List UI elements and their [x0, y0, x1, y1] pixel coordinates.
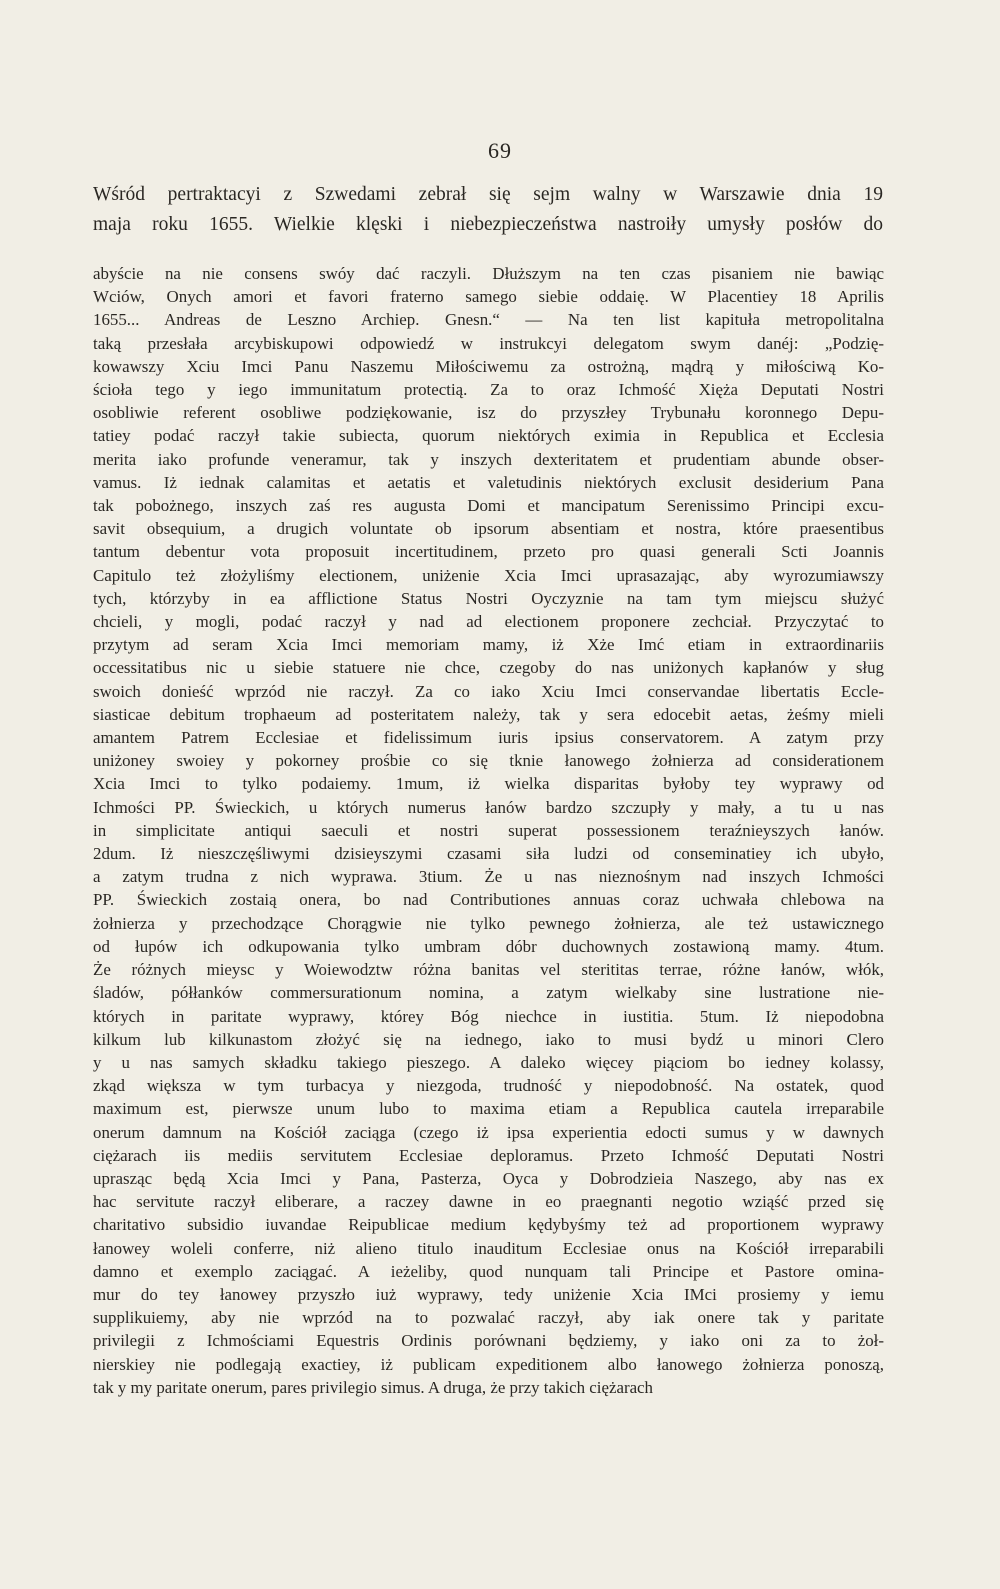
text-line: siasticae debitum trophaeum ad posteritatem należy, tak y sera edocebit aetas, żeśmy mieli: [93, 704, 884, 724]
text-line: abyście na nie consens swóy dać raczyli. Dłuższym na ten czas pisaniem nie bawiąc: [93, 264, 884, 283]
text-line: occessitatibus nic u siebie statuere nie chce, czegoby do nas uniżonych kapłanów y sług: [93, 658, 884, 678]
text-line: PP. Świeckich zostaią onera, bo nad Contributiones annuas coraz uchwała chlebowa na: [93, 890, 884, 910]
text-line: damno et exemplo zaciągać. A ieżeliby, quod nunquam tali Principe et Pastore omina-: [93, 1261, 884, 1281]
text-line: savit obsequium, a drugich voluntate ob ipsorum absentiam et nostra, które praesentibus: [93, 519, 884, 539]
text-line: chcieli, y mogli, podać raczył y nad ad electionem proponere zechciał. Przyczytać to: [93, 612, 884, 632]
text-line: maja roku 1655. Wielkie klęski i niebezpieczeństwa nastroiły umysły posłów do: [93, 214, 883, 235]
text-line: tych, którzyby in ea afflictione Status Nostri Oyczyznie na tam tym miejscu służyć: [93, 588, 884, 608]
text-line: Capitulo też złożyliśmy electionem, uniżenie Xcia Imci uprasazając, aby wyrozumiawszy: [93, 565, 884, 585]
text-line: od łupów ich odkupowania tylko umbram dóbr duchownych zostawioną mamy. 4tum.: [93, 936, 884, 956]
text-line: ścioła tego y iego immunitatum protectią. Za to oraz Ichmość Xięża Deputati Nostri: [93, 380, 884, 400]
intro-paragraph: [93, 180, 883, 240]
text-line: tatiey podać raczył takie subiecta, quorum niektórych eximia in Republica et Ecclesia: [93, 426, 884, 446]
text-line: merita iako profunde veneramur, tak y inszych dexteritatem et prudentiam abunde obser-: [93, 449, 884, 469]
text-line: mur do tey łanowey przyszło iuż wyprawy, tedy uniżenie Xcia IMci prosiemy y iemu: [93, 1284, 884, 1304]
text-line: vamus. Iż iednak calamitas et aetatis et valetudinis niektórych exclusit desiderium Pana: [93, 472, 884, 492]
text-line: kowawszy Xciu Imci Panu Naszemu Miłościwemu za ostrożną, mądrą y miłościwą Ko-: [93, 356, 884, 376]
text-line: supplikuiemy, aby nie wprzód na to pozwalać raczył, aby iak onere tak y paritate: [93, 1308, 884, 1328]
text-line: onerum damnum na Kościół zaciąga (czego iż ipsa experientia edocti sumus y w dawnych: [93, 1122, 884, 1142]
text-line: in simplicitate antiqui saeculi et nostri superat possessionem teraźnieyszych łanów.: [93, 820, 884, 840]
text-line: swoich donieść wprzód nie raczył. Za co iako Xciu Imci conservandae libertatis Eccle-: [93, 681, 884, 701]
text-line: śladów, półłanków commersurationum nomina, a zatym wielkaby sine lustratione nie-: [93, 983, 884, 1003]
text-line: tantum debentur vota proposuit incertitudinem, przeto pro quasi generali Scti Joannis: [93, 542, 884, 562]
text-line: uprasząc będą Xcia Imci y Pana, Pasterza, Oyca y Dobrodzieia Naszego, aby nas ex: [93, 1168, 884, 1188]
text-line: osobliwie referent osobliwe podziękowanie, isz do przyszłey Trybunału koronnego Depu-: [93, 403, 884, 423]
text-line: 2dum. Iż nieszczęśliwymi dzisieyszymi czasami siła ludzi od conseminatiey ich ubyło,: [93, 844, 884, 864]
text-line: żołnierza y przechodzące Chorągwie nie tylko pewnego żołnierza, ale też ustawicznego: [93, 913, 884, 933]
text-line: Xcia Imci to tylko podaiemy. 1mum, iż wielka disparitas byłoby tey wyprawy od: [93, 774, 884, 794]
text-line: których in paritate wyprawy, którey Bóg niechce in iustitia. 5tum. Iż niepodobna: [93, 1006, 884, 1026]
text-line: privilegii z Ichmościami Equestris Ordinis porównani będziemy, y iako oni za to żoł-: [93, 1331, 884, 1351]
text-line: charitativo subsidio iuvandae Reipublicae medium kędybyśmy też ad proportionem wyprawy: [93, 1215, 884, 1235]
text-line: tak y my paritate onerum, pares privilegio simus. A druga, że przy takich ciężarach: [93, 1377, 654, 1397]
text-line: uniżoney swoiey y pokorney prośbie co się tknie łanowego żołnierza ad considerationem: [93, 751, 884, 771]
text-line: 1655... Andreas de Leszno Archiep. Gnesn.“ — Na ten list kapituła metropolitalna: [93, 310, 884, 330]
text-line: hac servitute raczył eliberare, a raczey dawne in eo praegnanti negotio wziąść przed się: [93, 1192, 884, 1212]
text-line: amantem Patrem Ecclesiae et fidelissimum iuris ipsius conservatorem. A zatym przy: [93, 728, 884, 748]
text-line: nierskiey nie podlegają exactiey, iż publicam expeditionem albo łanowego żołnierza ponoszą,: [93, 1354, 884, 1374]
text-line: kilkum lub kilkunastom złożyć się na iednego, iako to musi bydź u minori Clero: [93, 1029, 884, 1049]
text-line: a zatym trudna z nich wyprawa. 3tium. Że u nas nieznośnym nad inszych Ichmości: [93, 867, 884, 887]
text-line: ciężarach iis mediis servitutem Ecclesiae deploramus. Przeto Ichmość Deputati Nostri: [93, 1145, 884, 1165]
text-line: maximum est, pierwsze unum lubo to maxima etiam a Republica cautela irreparabile: [93, 1099, 884, 1119]
page-number: 69: [488, 138, 512, 163]
text-line: Że różnych mieysc y Woiewodztw różna banitas vel sterititas terrae, różne łanów, włók,: [93, 960, 884, 980]
text-line: Ichmości PP. Świeckich, u których numerus łanów bardzo szczupły y mały, a tu u nas: [93, 797, 884, 817]
text-line: y u nas samych składku takiego pieszego. A daleko więcey piąciom bo iedney kolassy,: [93, 1052, 884, 1072]
text-line: taką przesłała arcybiskupowi odpowiedź w instrukcyi delegatom swym danéj: „Podzię-: [93, 333, 884, 353]
text-line: Wciów, Onych amori et favori fraterno samego siebie oddaię. W Placentiey 18 Aprilis: [93, 287, 884, 307]
text-line: przytym ad seram Xcia Imci memoriam mamy, iż Xże Imć etiam in extraordinariis: [93, 635, 884, 655]
text-line: Wśród pertraktacyi z Szwedami zebrał się sejm walny w Warszawie dnia 19: [93, 184, 883, 205]
text-line: tak pobożnego, inszych zaś res augusta Domi et mancipatum Serenissimo Principi excu-: [93, 496, 884, 516]
text-line: zkąd większa w tym turbacya y niezgoda, trudność y niepodobność. Na ostatek, quod: [93, 1076, 884, 1096]
text-line: łanowey woleli conferre, niż alieno titulo inauditum Ecclesiae onus na Kościół irreparabili: [93, 1238, 884, 1258]
quoted-letter-text: [93, 262, 884, 1399]
